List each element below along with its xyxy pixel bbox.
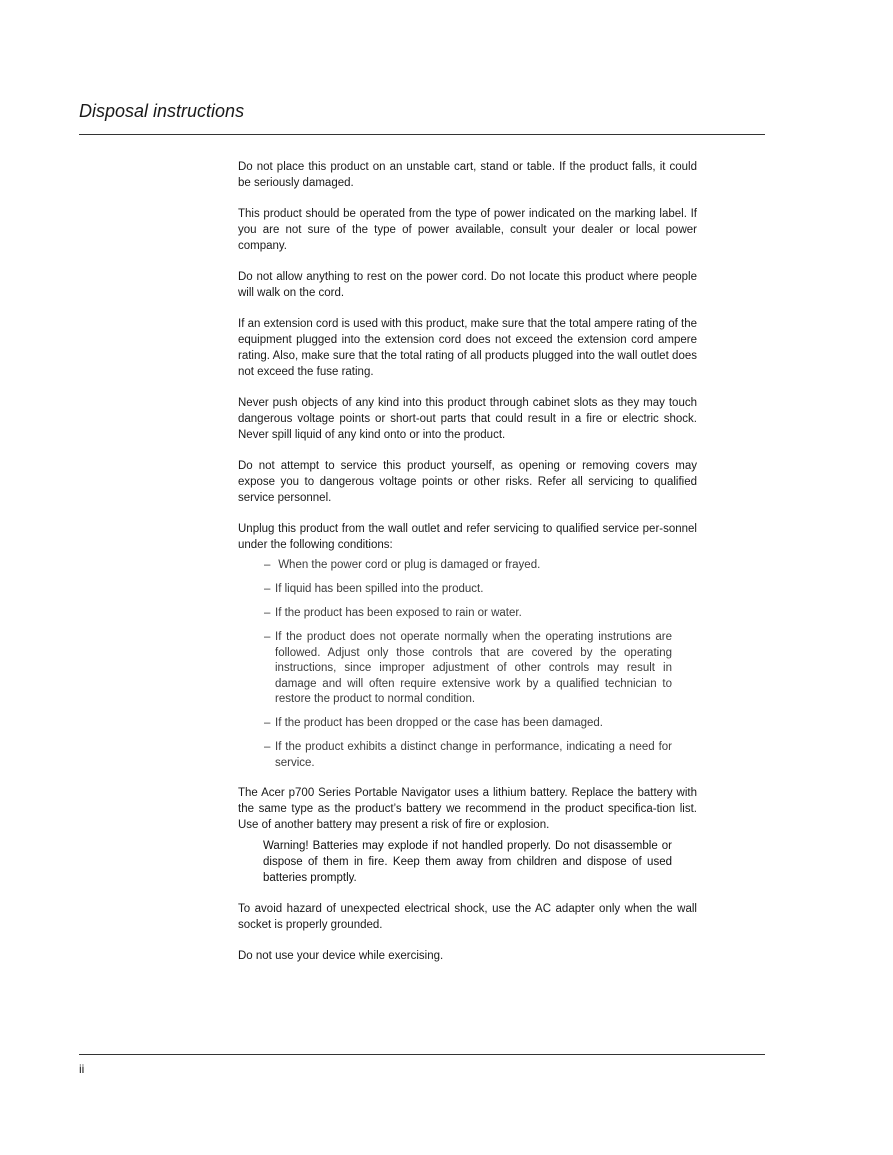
list-dash: – <box>264 607 271 619</box>
list-item <box>264 630 672 708</box>
paragraph-ac-adapter: To avoid hazard of unexpected electrical shock, use the AC adapter only when the wall socket is properly grounded. <box>238 903 697 931</box>
paragraph-power-cord: Do not allow anything to rest on the power cord. Do not locate this product where people will walk on the cord. <box>238 271 697 299</box>
list-dash: – <box>264 631 271 643</box>
page-number: ii <box>79 1062 85 1076</box>
header-divider <box>79 134 765 135</box>
list-item <box>264 582 672 598</box>
footer-divider <box>79 1054 765 1055</box>
paragraph-unplug-conditions: Unplug this product from the wall outlet and refer servicing to qualified service per-sonnel under the following conditions: <box>238 523 697 551</box>
list-dash: – <box>264 741 271 753</box>
battery-warning: Warning! Batteries may explode if not handled properly. Do not disassemble or dispose of them in fire. Keep them away from children and dispose of used batteries promptly. <box>263 840 672 884</box>
paragraph-battery: The Acer p700 Series Portable Navigator uses a lithium battery. Replace the battery with the same type as the product’s battery we recommend in the product specifica-tion list. Use of another battery may present a risk of fire or explosion. <box>238 787 697 831</box>
paragraph-cabinet-slots: Never push objects of any kind into this product through cabinet slots as they may touch dangerous voltage points or short-out parts that could result in a fire or electric shock. Never spill liquid of any kind onto or into the product. <box>238 397 697 441</box>
list-item-text: When the power cord or plug is damaged or frayed. <box>275 559 541 571</box>
list-item <box>264 716 672 732</box>
list-item-text: If the product has been dropped or the case has been damaged. <box>275 717 603 729</box>
paragraph-power-type: This product should be operated from the type of power indicated on the marking label. If you are not sure of the type of power available, consult your dealer or local power company. <box>238 208 697 252</box>
document-body <box>238 159 697 979</box>
list-item <box>264 606 672 622</box>
list-item-text: If the product has been exposed to rain or water. <box>275 607 522 619</box>
list-dash: – <box>264 717 271 729</box>
list-dash: – <box>264 559 271 571</box>
list-item <box>264 740 672 771</box>
list-item-text: If the product exhibits a distinct change in performance, indicating a need for service. <box>275 741 672 769</box>
paragraph-exercising: Do not use your device while exercising. <box>238 950 444 962</box>
paragraph-extension-cord: If an extension cord is used with this product, make sure that the total ampere rating of the equipment plugged into the extension cord does not exceed the extension cord ampere rating. Also, make sure that the total rating of all products plugged into the wall outlet does not exceed the fuse rating. <box>238 318 697 378</box>
list-item <box>264 558 672 574</box>
conditions-list <box>264 558 672 771</box>
paragraph-service: Do not attempt to service this product yourself, as opening or removing covers may expose you to dangerous voltage points or other risks. Refer all servicing to qualified service personnel. <box>238 460 697 504</box>
page-title: Disposal instructions <box>79 101 245 121</box>
list-dash: – <box>264 583 271 595</box>
paragraph-unstable-cart: Do not place this product on an unstable cart, stand or table. If the product falls, it could be seriously damaged. <box>238 161 697 189</box>
list-item-text: If the product does not operate normally when the operating instrutions are followed. Adjust only those controls that are covered by the operating instructions, since improper adjustment of other controls may result in damage and will often require extensive work by a qualified technician to restore the product to normal condition. <box>275 631 672 705</box>
list-item-text: If liquid has been spilled into the product. <box>275 583 484 595</box>
